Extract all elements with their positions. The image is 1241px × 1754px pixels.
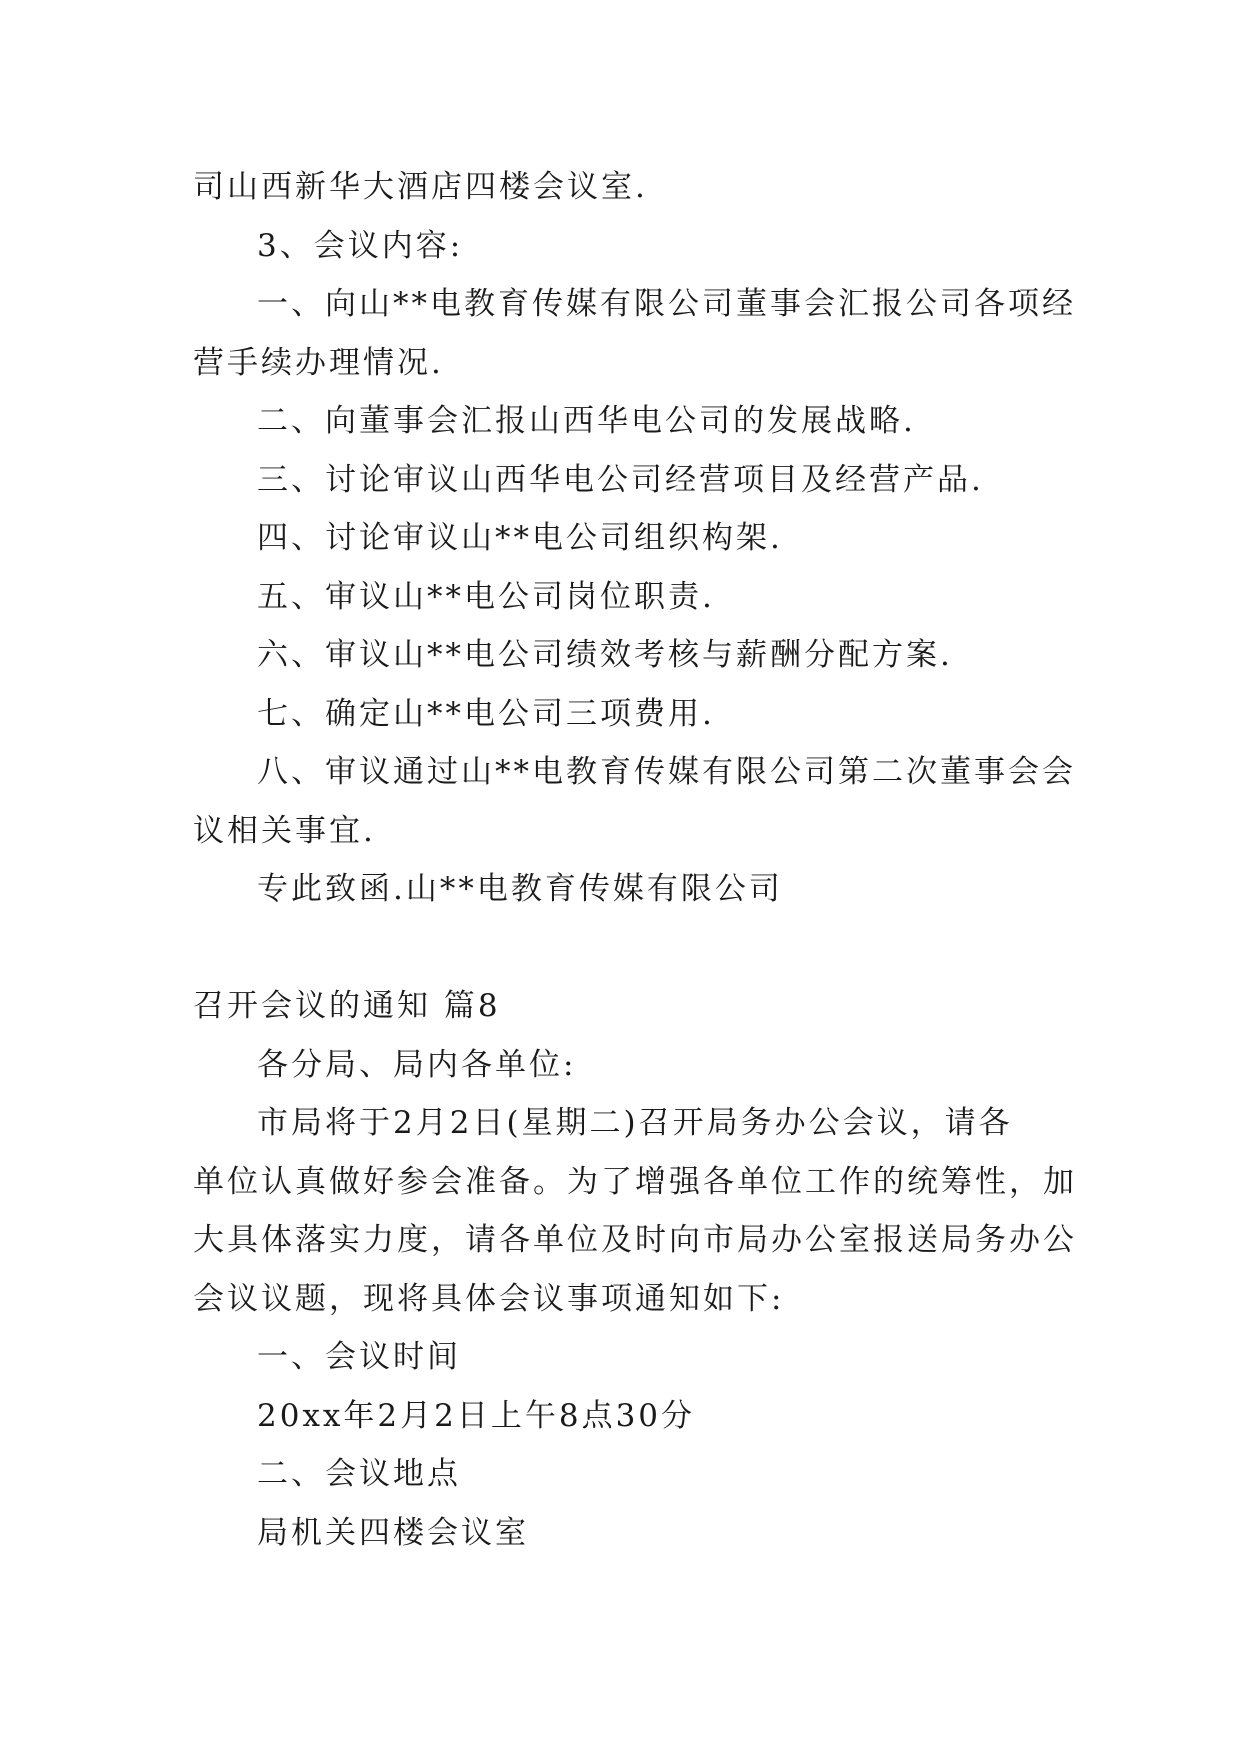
notice-paragraph-line: 单位认真做好参会准备。为了增强各单位工作的统筹性，加 [193, 1163, 1077, 1200]
notice-paragraph-line: 会议议题，现将具体会议事项通知如下: [193, 1280, 785, 1317]
paragraph-line: 司山西新华大酒店四楼会议室. [193, 169, 648, 205]
notice-paragraph-line: 市局将于2月2日(星期二)召开局务办公会议，请各 [257, 1105, 1013, 1141]
closing-signature: 专此致函.山**电教育传媒有限公司 [257, 871, 783, 907]
agenda-item-4: 四、讨论审议山**电公司组织构架. [257, 520, 783, 556]
section-gap [193, 919, 1055, 978]
salutation: 各分局、局内各单位: [257, 1046, 577, 1083]
agenda-item-8: 八、审议通过山**电教育传媒有限公司第二次董事会会 [257, 754, 1076, 790]
document-body [193, 158, 1077, 1562]
agenda-item-5: 五、审议山**电公司岗位职责. [257, 578, 715, 615]
agenda-item-3: 三、讨论审议山西华电公司经营项目及经营产品. [257, 461, 984, 498]
notice-paragraph-line: 大具体落实力度，请各单位及时向市局办公室报送局务办公 [193, 1222, 1077, 1258]
agenda-item-7: 七、确定山**电公司三项费用. [257, 695, 715, 732]
agenda-item-2: 二、向董事会汇报山西华电公司的发展战略. [257, 403, 916, 439]
agenda-item-8-cont: 议相关事宜. [193, 812, 376, 849]
meeting-location-heading: 二、会议地点 [257, 1456, 461, 1492]
meeting-time-value: 20xx年2月2日上午8点30分 [257, 1397, 696, 1434]
section-title: 召开会议的通知 篇8 [193, 988, 501, 1024]
meeting-location-value: 局机关四楼会议室 [257, 1514, 529, 1551]
agenda-item-1: 一、向山**电教育传媒有限公司董事会汇报公司各项经 [257, 286, 1076, 322]
agenda-item-6: 六、审议山**电公司绩效考核与薪酬分配方案. [257, 637, 953, 673]
meeting-time-heading: 一、会议时间 [257, 1339, 461, 1375]
agenda-heading: 3、会议内容: [257, 227, 464, 264]
agenda-item-1-cont: 营手续办理情况. [193, 344, 444, 381]
